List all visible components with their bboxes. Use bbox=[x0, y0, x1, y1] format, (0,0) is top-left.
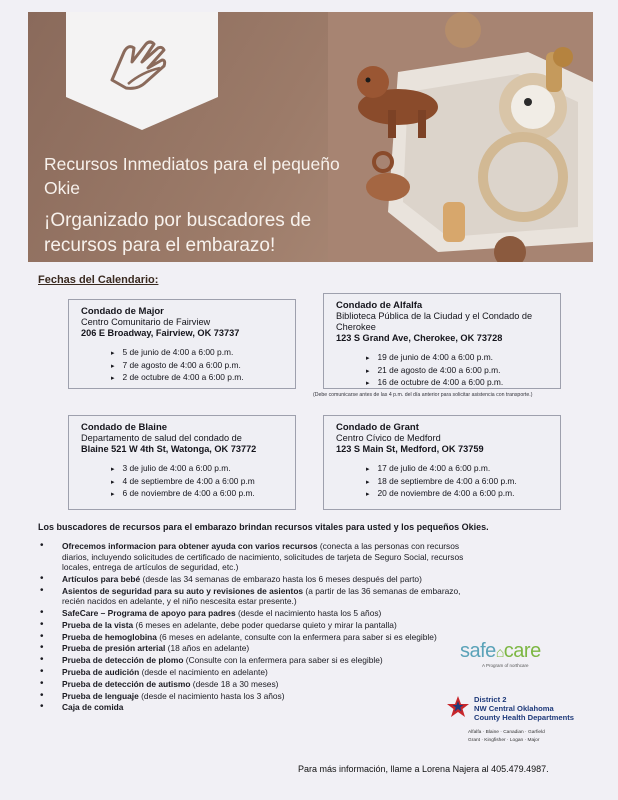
hands-icon bbox=[102, 22, 182, 102]
event-date: ▸ 2 de octubre de 4:00 a 6:00 p.m. bbox=[111, 372, 287, 385]
service-name: Prueba de detección de autismo bbox=[62, 678, 191, 689]
district-line: County Health Departments bbox=[474, 713, 574, 722]
service-name: Prueba de presión arterial bbox=[62, 643, 166, 654]
service-name: Prueba de la vista bbox=[62, 619, 134, 630]
event-county: Condado de Grant bbox=[336, 422, 419, 433]
service-name: Artículos para bebé bbox=[62, 573, 141, 584]
event-county: Condado de Major bbox=[81, 306, 164, 317]
event-address: 123 S Main St, Medford, OK 73759 bbox=[336, 444, 484, 454]
event-date: ▸ 3 de julio de 4:00 a 6:00 p.m. bbox=[111, 463, 287, 476]
service-detail: (conecta a las personas con recursos diarios, incluyendo solicitudes de certificado de nacimiento, solicitudes de tarjeta de Seguro Social, recursos locales, entrega de artículos de seguridad, etc.) bbox=[62, 541, 464, 573]
event-dates bbox=[111, 347, 287, 385]
service-name: SafeCare – Programa de apoyo para padres bbox=[62, 608, 236, 619]
event-location: Departamento de salud del condado de bbox=[81, 433, 242, 443]
counties-row: Grant · Kingfisher · Logan · Major bbox=[468, 738, 540, 743]
hero-title: Recursos Inmediatos para el pequeño Okie bbox=[44, 154, 340, 198]
service-detail: (Consulte con la enfermera para saber si es elegible) bbox=[183, 655, 383, 666]
list-item bbox=[40, 702, 470, 713]
service-detail: (6 meses en adelante, consulte con la enfermera para saber si es elegible) bbox=[156, 631, 437, 642]
transport-note: (Debe comunicarse antes de las 4 p.m. del día anterior para solicitar asistencia con transporte.) bbox=[313, 392, 533, 398]
service-name: Ofrecemos informacion para obtener ayuda con varios recursos bbox=[62, 541, 318, 551]
district-counties bbox=[468, 729, 545, 745]
event-date: ▸ 18 de septiembre de 4:00 a 6:00 p.m. bbox=[366, 476, 552, 489]
district-logo bbox=[440, 695, 605, 755]
service-name: Asientos de seguridad para su auto y revisiones de asientos bbox=[62, 585, 304, 596]
event-box-major bbox=[68, 299, 296, 389]
event-box-alfalfa bbox=[323, 293, 561, 389]
event-date: ▸ 5 de junio de 4:00 a 6:00 p.m. bbox=[111, 347, 287, 360]
event-dates bbox=[111, 463, 287, 501]
service-detail: (a partir de las 36 semanas de embarazo, recién nacidos en adelante, y el niño nescesita estar presente.) bbox=[62, 585, 461, 607]
event-date: ▸ 6 de noviembre de 4:00 a 6:00 p.m. bbox=[111, 488, 287, 501]
district-name bbox=[474, 695, 574, 722]
list-item bbox=[40, 691, 470, 702]
service-detail: (6 meses en adelante, debe poder quedarse quieto y mirar la pantalla) bbox=[133, 619, 397, 630]
calendar-heading: Fechas del Calendario: bbox=[38, 274, 159, 286]
event-box-grant bbox=[323, 415, 561, 510]
hands-logo-badge bbox=[66, 12, 218, 130]
service-detail: (desde el nacimiento hasta los 3 años) bbox=[138, 690, 285, 701]
district-line: District 2 bbox=[474, 695, 507, 704]
counties-row: Alfalfa · Blaine · Canadian · Garfield bbox=[468, 730, 545, 735]
event-address: 123 S Grand Ave, Cherokee, OK 73728 bbox=[336, 333, 503, 343]
house-icon: ⌂ bbox=[495, 644, 504, 660]
event-box-blaine bbox=[68, 415, 296, 510]
service-name: Prueba de audición bbox=[62, 667, 140, 678]
service-detail: (desde las 34 semanas de embarazo hasta los 6 meses después del parto) bbox=[140, 573, 422, 584]
list-item bbox=[40, 655, 470, 666]
event-location: Centro Cívico de Medford bbox=[336, 433, 441, 443]
event-date: ▸ 17 de julio de 4:00 a 6:00 p.m. bbox=[366, 463, 552, 476]
list-item bbox=[40, 586, 470, 607]
event-address: Blaine 521 W 4th St, Watonga, OK 73772 bbox=[81, 444, 257, 454]
event-county: Condado de Alfalfa bbox=[336, 300, 423, 311]
district-line: NW Central Oklahoma bbox=[474, 704, 554, 713]
event-date: ▸ 20 de noviembre de 4:00 a 6:00 p.m. bbox=[366, 488, 552, 501]
event-dates bbox=[366, 463, 552, 501]
service-name: Prueba de lenguaje bbox=[62, 690, 139, 701]
service-name: Prueba de detección de plomo bbox=[62, 655, 184, 666]
event-location: Centro Comunitario de Fairview bbox=[81, 317, 211, 327]
safecare-wordmark bbox=[460, 640, 600, 663]
list-item bbox=[40, 632, 470, 643]
list-item bbox=[40, 608, 470, 619]
services-list bbox=[40, 541, 470, 714]
event-date: ▸ 19 de junio de 4:00 a 6:00 p.m. bbox=[366, 352, 552, 365]
service-detail: (desde el nacimiento hasta los 5 años) bbox=[235, 608, 382, 619]
list-item bbox=[40, 643, 470, 654]
service-detail: (desde 18 a 30 meses) bbox=[190, 678, 279, 689]
event-address: 206 E Broadway, Fairview, OK 73737 bbox=[81, 328, 240, 338]
event-dates bbox=[366, 352, 552, 390]
list-item bbox=[40, 620, 470, 631]
hero-banner bbox=[28, 12, 593, 262]
service-name: Prueba de hemoglobina bbox=[62, 631, 157, 642]
event-date: ▸ 4 de septiembre de 4:00 a 6:00 p.m bbox=[111, 476, 287, 489]
event-county: Condado de Blaine bbox=[81, 422, 168, 433]
event-date: ▸ 16 de octubre de 4:00 a 6:00 p.m. bbox=[366, 377, 552, 390]
service-detail: (18 años en adelante) bbox=[165, 643, 250, 654]
safecare-tagline: A Program of northcare bbox=[482, 663, 529, 668]
event-date: ▸ 21 de agosto de 4:00 a 6:00 p.m. bbox=[366, 365, 552, 378]
list-item bbox=[40, 667, 470, 678]
list-item bbox=[40, 541, 470, 573]
service-detail: (desde el nacimiento en adelante) bbox=[139, 667, 268, 678]
baby-toys-photo bbox=[328, 12, 593, 262]
service-name: Caja de comida bbox=[62, 702, 124, 713]
contact-line: Para más información, llame a Lorena Najera al 405.479.4987. bbox=[298, 764, 549, 774]
hero-subtitle: ¡Organizado por buscadores de recursos para el embarazo! bbox=[44, 210, 312, 256]
event-date: ▸ 7 de agosto de 4:00 a 6:00 p.m. bbox=[111, 360, 287, 373]
intro-text: Los buscadores de recursos para el embarazo brindan recursos vitales para usted y los pequeños Okies. bbox=[38, 522, 489, 532]
safecare-word-safe: safe bbox=[460, 640, 496, 662]
safecare-logo bbox=[460, 640, 600, 688]
event-location: Biblioteca Pública de la Ciudad y el Condado de Cherokee bbox=[336, 311, 533, 332]
list-item bbox=[40, 679, 470, 690]
list-item bbox=[40, 574, 470, 585]
safecare-word-care: care bbox=[503, 640, 541, 662]
star-icon bbox=[446, 695, 470, 719]
